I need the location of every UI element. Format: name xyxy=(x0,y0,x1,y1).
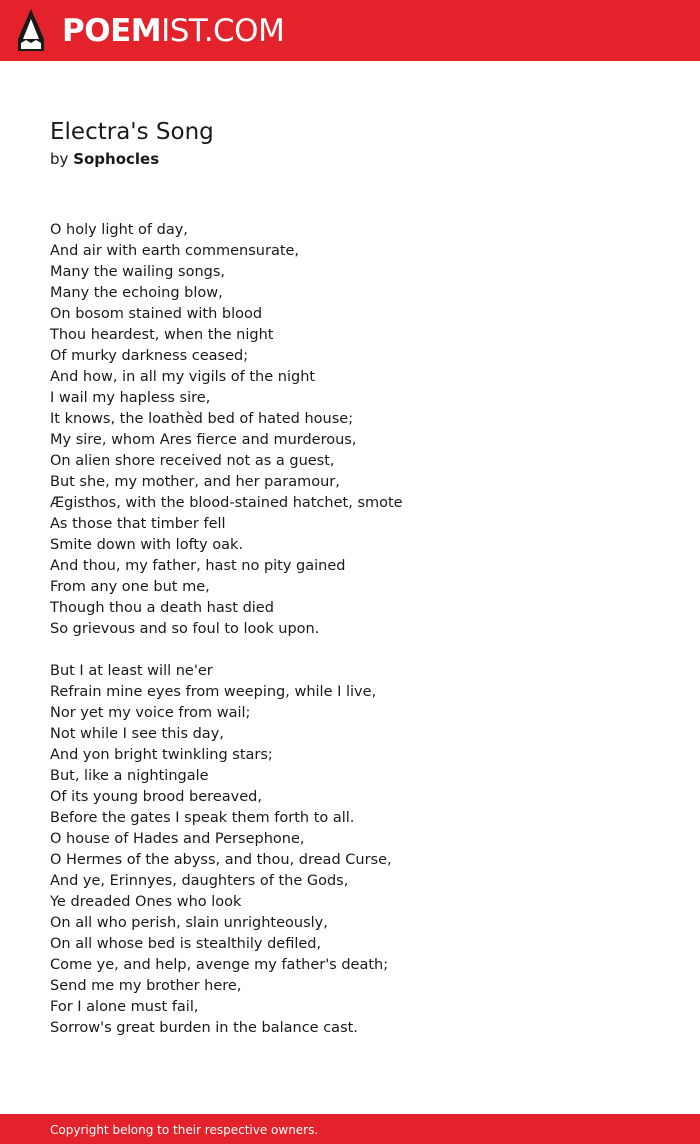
poem-line: Many the wailing songs, xyxy=(50,264,225,280)
poem-line: And thou, my father, hast no pity gained xyxy=(50,558,346,574)
poem-line: Come ye, and help, avenge my father's death; xyxy=(50,957,389,973)
poem-line: And ye, Erinnyes, daughters of the Gods, xyxy=(50,873,349,889)
poem-line: Of its young brood bereaved, xyxy=(50,789,262,805)
poem-line: Ægisthos, with the blood-stained hatchet, smote xyxy=(50,495,403,511)
poem-line: So grievous and so foul to look upon. xyxy=(50,621,320,637)
pencil-icon[interactable] xyxy=(18,9,44,51)
poem-line: And air with earth commensurate, xyxy=(50,243,300,259)
site-header xyxy=(0,0,700,61)
poem-line: Nor yet my voice from wail; xyxy=(50,705,251,721)
poem-line: And yon bright twinkling stars; xyxy=(50,747,273,763)
poem-line: For I alone must fail, xyxy=(50,999,199,1015)
site-logo[interactable] xyxy=(62,11,284,51)
poem-line: On all who perish, slain unrighteously, xyxy=(50,915,328,931)
copyright-notice: Copyright belong to their respective owners. xyxy=(50,1123,319,1137)
poem-line: And how, in all my vigils of the night xyxy=(50,369,316,385)
poem-line: On alien shore received not as a guest, xyxy=(50,453,335,469)
poem-line: On bosom stained with blood xyxy=(50,306,263,322)
poem-line: O Hermes of the abyss, and thou, dread Curse, xyxy=(50,852,392,868)
poem-line: My sire, whom Ares fierce and murderous, xyxy=(50,432,357,448)
poem-line: From any one but me, xyxy=(50,579,210,595)
poem-line: But I at least will ne'er xyxy=(50,663,213,679)
poem-content xyxy=(50,116,650,1060)
poem-author: Sophocles xyxy=(73,150,160,168)
poem-line: Many the echoing blow, xyxy=(50,285,223,301)
poem-byline xyxy=(50,148,650,170)
poem-stanza xyxy=(50,220,650,640)
poem-line: Before the gates I speak them forth to all. xyxy=(50,810,355,826)
logo-bold-text: POEM xyxy=(62,13,162,49)
poem-line: As those that timber fell xyxy=(50,516,226,532)
logo-light-text: IST.COM xyxy=(161,13,285,49)
poem-line: Send me my brother here, xyxy=(50,978,242,994)
poem-line: Refrain mine eyes from weeping, while I live, xyxy=(50,684,377,700)
poem-stanza xyxy=(50,661,650,1039)
poem-line: Sorrow's great burden in the balance cast. xyxy=(50,1020,358,1036)
poem-line: I wail my hapless sire, xyxy=(50,390,211,406)
poem-line: But, like a nightingale xyxy=(50,768,209,784)
poem-line: It knows, the loathèd bed of hated house; xyxy=(50,411,354,427)
poem-title: Electra's Song xyxy=(50,119,214,145)
poem-line: Ye dreaded Ones who look xyxy=(50,894,242,910)
poem-line: Smite down with lofty oak. xyxy=(50,537,244,553)
poem-line: But she, my mother, and her paramour, xyxy=(50,474,340,490)
poem-line: O holy light of day, xyxy=(50,222,188,238)
poem-body xyxy=(50,220,650,1039)
poem-line: Thou heardest, when the night xyxy=(50,327,274,343)
site-footer xyxy=(0,1114,700,1144)
poem-line: Of murky darkness ceased; xyxy=(50,348,249,364)
by-label: by xyxy=(50,150,69,168)
poem-line: Not while I see this day, xyxy=(50,726,224,742)
poem-line: O house of Hades and Persephone, xyxy=(50,831,305,847)
poem-line: On all whose bed is stealthily defiled, xyxy=(50,936,322,952)
poem-line: Though thou a death hast died xyxy=(50,600,274,616)
